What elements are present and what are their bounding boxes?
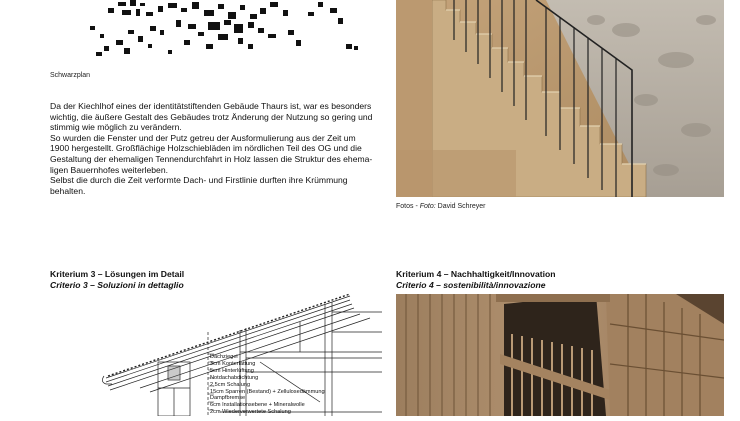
roof-layer-item: Notdachabdichtung bbox=[210, 374, 259, 381]
intro-paragraph: Da der Kiechlhof eines der identitätstiftenden Gebäude Thaurs ist, war es besonders wichtig, die äußere Gestalt des Gebäudes trotz Änderung der Nutzung so gering und stimmig wie möglich zu verändern. So wurden die Fenster und der Putz getreu der Ausformulierung aus der Zeit um 1900 hergestellt. Großflächige Holzschiebläden im nördlichen Teil des OG und die Gestaltung der ehemaligen Tennendurchfahrt in Holz lassen die Struktur des ehema- ligen Bauernhofes weiterleben. Selbst die durch die Zeit verformte Dach- und Firstlinie durften ihre Krümmung behalten. bbox=[50, 101, 373, 196]
criterion3-subtitle: Criterio 3 – Soluzioni in dettaglio bbox=[50, 280, 184, 290]
timber-facade-photo bbox=[396, 294, 724, 416]
roof-layer-item: Dachziegel bbox=[210, 354, 238, 360]
photo-credit-prefix: Fotos - bbox=[396, 203, 420, 210]
photo-credit-name: David Schreyer bbox=[435, 203, 486, 210]
roof-layer-item: 5cm Hinterlüftung bbox=[210, 367, 254, 374]
site-plan-figure bbox=[88, 0, 368, 62]
staircase-photo bbox=[396, 0, 724, 197]
site-plan-caption: Schwarzplan bbox=[50, 72, 91, 79]
roof-layer-item: 3cm Konterlattung bbox=[210, 360, 256, 367]
roof-layer-item: 6cm Installationsebene + Mineralwolle bbox=[210, 402, 305, 409]
roof-layer-item: 2,5cm Schalung bbox=[210, 381, 251, 388]
roof-layer-item: Dampfbremse bbox=[210, 395, 246, 402]
criterion4-subtitle: Criterio 4 – sostenibilità/innovazione bbox=[396, 280, 546, 290]
roof-layer-item: 2cm Wiederverwertete Schalung bbox=[210, 409, 291, 416]
criterion3-title: Kriterium 3 – Lösungen im Detail bbox=[50, 269, 185, 279]
roof-layer-item: 15cm Sparren (Bestand) + Zellulosedämmung bbox=[210, 388, 325, 395]
photo-credit-caption bbox=[396, 203, 485, 210]
photo-credit-label: Foto: bbox=[419, 203, 436, 210]
site-plan-map bbox=[88, 0, 368, 62]
criterion4-title: Kriterium 4 – Nachhaltigkeit/Innovation bbox=[396, 269, 556, 279]
roof-layer-list bbox=[210, 354, 325, 416]
